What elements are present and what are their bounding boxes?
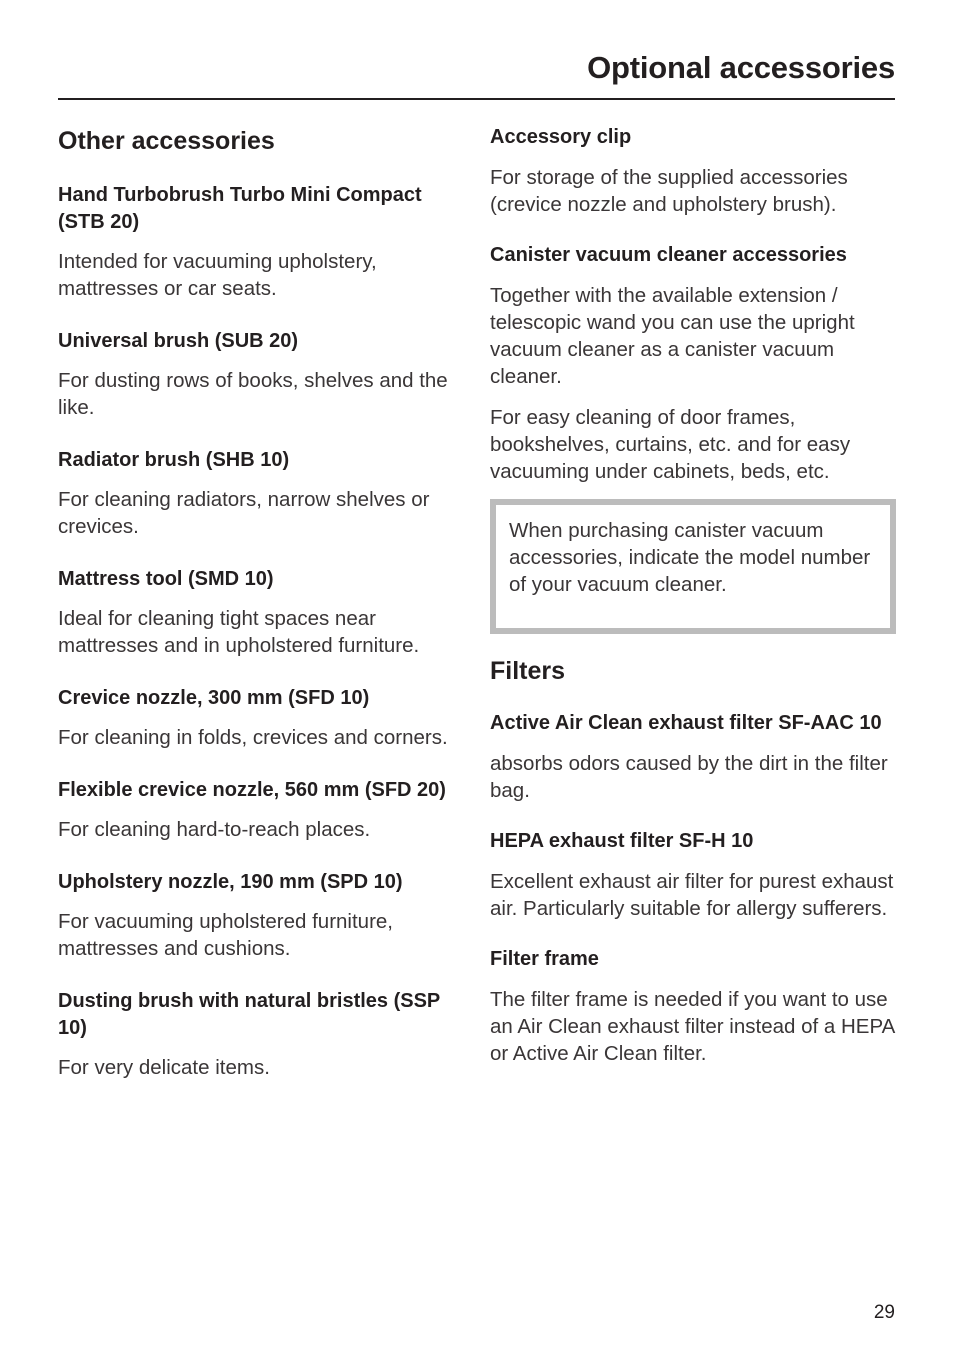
canister-text-2: For easy cleaning of door frames, bookshelves, curtains, etc. and for easy vacuuming under cabinets, beds, etc. <box>490 406 851 483</box>
item-title-sfd20: Flexible crevice nozzle, 560 mm (SFD 20) <box>58 779 446 801</box>
item-text-sfd10: For cleaning in folds, crevices and corners. <box>58 726 448 749</box>
filter-text-frame: The filter frame is needed if you want to use an Air Clean exhaust filter instead of a HEPA or Active Air Clean filter. <box>490 988 895 1065</box>
page-title: Optional accessories <box>587 50 895 85</box>
filter-title-sf-aac10: Active Air Clean exhaust filter SF-AAC 10 <box>490 712 882 734</box>
title-divider <box>58 98 895 100</box>
other-accessories-heading: Other accessories <box>58 127 275 155</box>
item-text-sfd20: For cleaning hard-to-reach places. <box>58 818 371 841</box>
item-text-spd10: For vacuuming upholstered furniture, mattresses and cushions. <box>58 910 394 960</box>
accessory-clip-section <box>490 124 896 218</box>
canister-section <box>490 242 896 634</box>
item-title-sfd10: Crevice nozzle, 300 mm (SFD 10) <box>58 687 370 709</box>
item-title-ssp10: Dusting brush with natural bristles (SSP 10) <box>58 990 440 1039</box>
filter-text-sf-aac10: absorbs odors caused by the dirt in the filter bag. <box>490 752 888 802</box>
left-column <box>58 124 468 1107</box>
page-number: 29 <box>873 1302 895 1323</box>
note-text: When purchasing canister vacuum accessories, indicate the model number of your vacuum cleaner. <box>509 519 871 596</box>
item-text-stb20: Intended for vacuuming upholstery, mattresses or car seats. <box>58 250 377 300</box>
note-box <box>490 499 896 634</box>
accessory-clip-title: Accessory clip <box>490 126 632 148</box>
filter-title-frame: Filter frame <box>490 948 599 970</box>
canister-title: Canister vacuum cleaner accessories <box>490 244 847 266</box>
filter-text-sf-h10: Excellent exhaust air filter for purest exhaust air. Particularly suitable for allergy sufferers. <box>490 870 894 920</box>
filters-section <box>490 654 896 1067</box>
filters-heading: Filters <box>490 657 566 685</box>
item-title-sub20: Universal brush (SUB 20) <box>58 330 299 352</box>
item-text-shb10: For cleaning radiators, narrow shelves or crevices. <box>58 488 430 538</box>
item-text-sub20: For dusting rows of books, shelves and the like. <box>58 369 448 419</box>
right-column <box>490 124 896 1091</box>
item-title-smd10: Mattress tool (SMD 10) <box>58 568 274 590</box>
item-title-stb20: Hand Turbobrush Turbo Mini Compact (STB 20) <box>58 184 422 233</box>
accessory-clip-text: For storage of the supplied accessories (crevice nozzle and upholstery brush). <box>490 166 848 216</box>
item-title-shb10: Radiator brush (SHB 10) <box>58 449 290 471</box>
item-title-spd10: Upholstery nozzle, 190 mm (SPD 10) <box>58 871 403 893</box>
item-text-smd10: Ideal for cleaning tight spaces near mattresses and in upholstered furniture. <box>58 607 420 657</box>
canister-text-1: Together with the available extension / telescopic wand you can use the upright vacuum cleaner as a canister vacuum cleaner. <box>490 284 855 388</box>
item-text-ssp10: For very delicate items. <box>58 1056 270 1079</box>
filter-title-sf-h10: HEPA exhaust filter SF-H 10 <box>490 830 754 852</box>
